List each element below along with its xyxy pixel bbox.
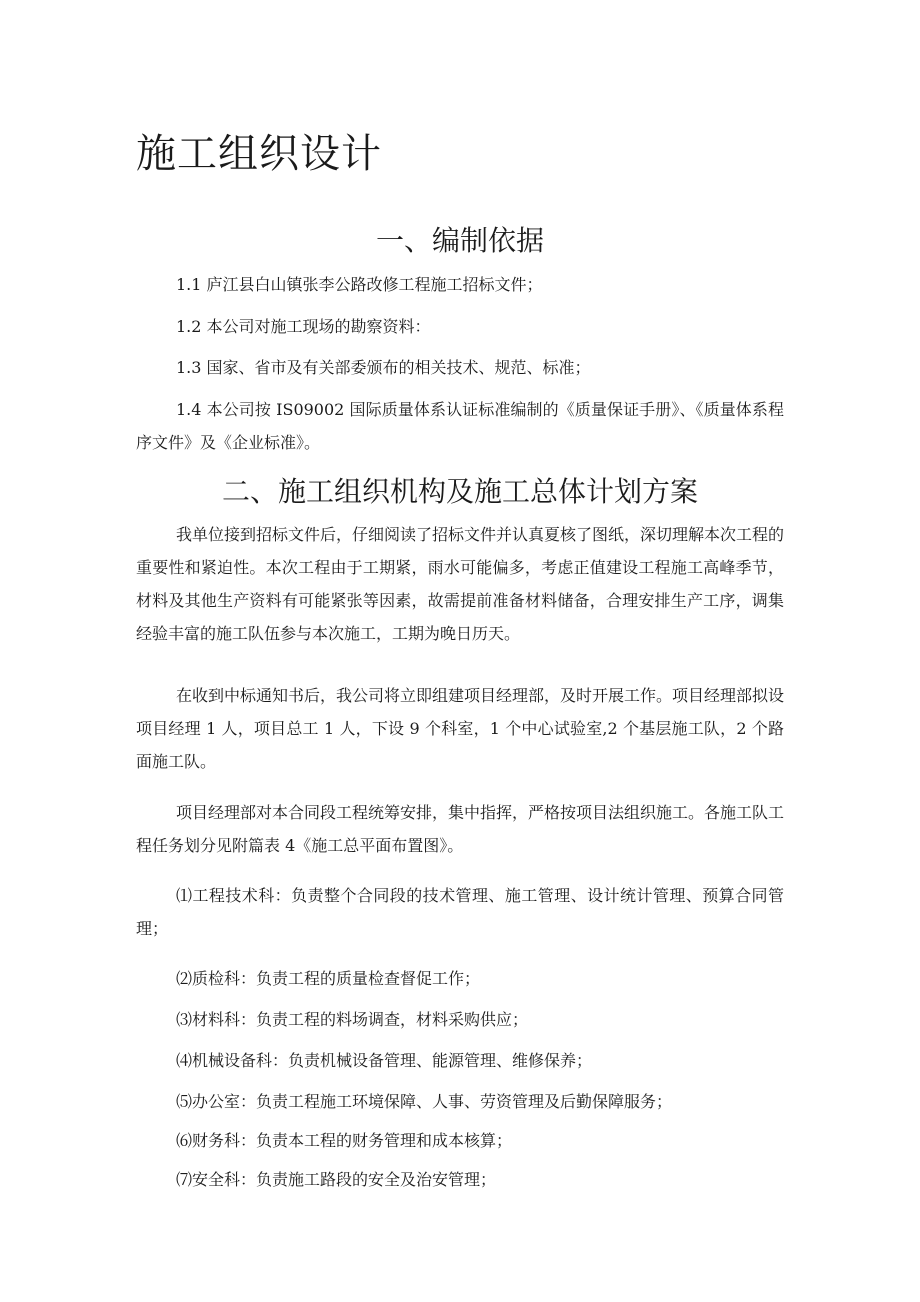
- organization-paragraph-3: 项目经理部对本合同段工程统筹安排，集中指挥，严格按项目法组织施工。各施工队工程任务划分见附篇表 4《施工总平面布置图》。: [136, 803, 785, 855]
- basis-item-4: 1.4 本公司按 IS09002 国际质量体系认证标准编制的《质量保证手册》、《质量体系程序文件》及《企业标准》。: [136, 400, 784, 452]
- department-item-7: ⑺安全科：负责施工路段的安全及治安管理；: [176, 1170, 497, 1189]
- department-item-3: ⑶材料科：负责工程的料场调查，材料采购供应；: [176, 1010, 529, 1029]
- department-item-4: ⑷机械设备科：负责机械设备管理、能源管理、维修保养；: [176, 1051, 593, 1070]
- organization-paragraph-1: 我单位接到招标文件后，仔细阅读了招标文件并认真夏核了图纸，深切理解本次工程的重要性和紧迫性。本次工程由于工期紧，雨水可能偏多，考虑正值建设工程施工高峰季节，材料及其他生产资料有可能紧张等因素，故需提前准备材料储备，合理安排生产工序，调集经验丰富的施工队伍参与本次施工，工期为晚日历天。: [136, 525, 785, 643]
- section-heading-basis: 一、编制依据: [375, 224, 544, 257]
- document-title: 施工组织设计: [136, 131, 382, 177]
- basis-item-3: 1.3 国家、省市及有关部委颁布的相关技术、规范、标准；: [176, 358, 591, 377]
- department-item-5: ⑸办公室：负责工程施工环境保障、人事、劳资管理及后勤保障服务；: [176, 1092, 673, 1111]
- department-item-2: ⑵质检科：负责工程的质量检查督促工作；: [176, 969, 481, 988]
- section-heading-organization: 二、施工组织机构及施工总体计划方案: [221, 475, 698, 508]
- organization-paragraph-2: 在收到中标通知书后，我公司将立即组建项目经理部，及时开展工作。项目经理部拟设项目经理 1 人，项目总工 1 人，下设 9 个科室，1 个中心试验室,2 个基层施工队，2 个路面施工队。: [136, 686, 785, 771]
- basis-item-2: 1.2 本公司对施工现场的勘察资料：: [176, 317, 431, 336]
- basis-item-1: 1.1 庐江县白山镇张李公路改修工程施工招标文件；: [176, 275, 543, 294]
- department-item-1: ⑴工程技术科：负责整个合同段的技术管理、施工管理、设计统计管理、预算合同管理；: [136, 886, 784, 938]
- department-item-6: ⑹财务科：负责本工程的财务管理和成本核算；: [176, 1131, 513, 1150]
